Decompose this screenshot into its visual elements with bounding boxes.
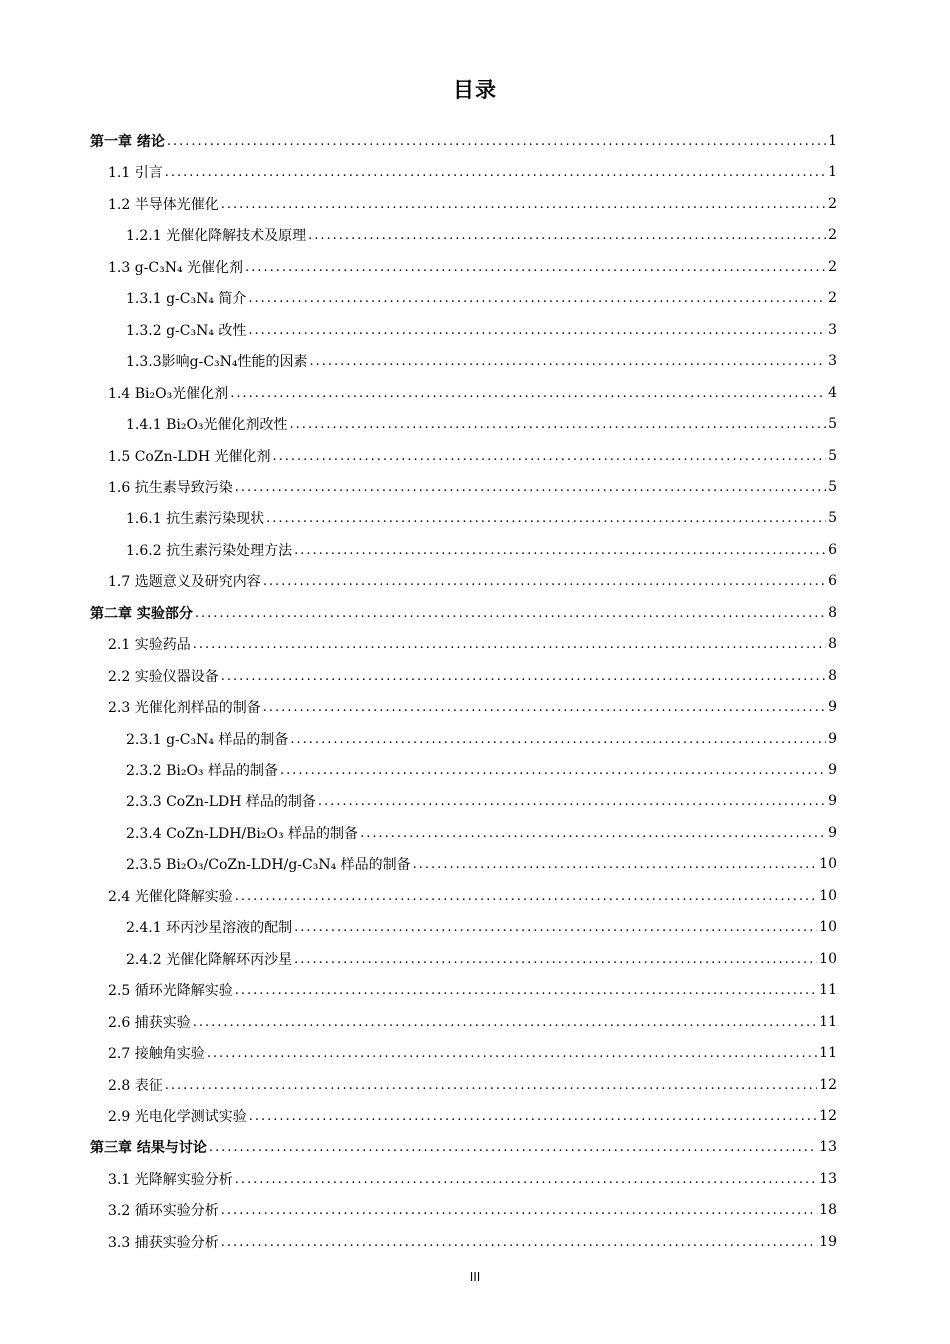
toc-dot-leader: [193, 1016, 817, 1030]
toc-entry-label: 2.8 表征: [108, 1077, 163, 1094]
toc-entry-label: 2.3.1 g-C₃N₄ 样品的制备: [126, 731, 289, 748]
toc-entry-label: 2.3.5 Bi₂O₃/CoZn-LDH/g-C₃N₄ 样品的制备: [126, 857, 411, 874]
toc-entry-label: 1.6.2 抗生素污染处理方法: [126, 542, 293, 559]
toc-entry[interactable]: [126, 220, 837, 250]
toc-entry-label: 2.3.3 CoZn-LDH 样品的制备: [126, 794, 316, 811]
toc-dot-leader: [294, 953, 817, 967]
toc-entry-label: 1.4.1 Bi₂O₃光催化剂改性: [126, 417, 288, 434]
toc-entry-page: 8: [828, 667, 837, 684]
toc-entry-label: 1.3.1 g-C₃N₄ 简介: [126, 291, 247, 308]
toc-entry-page: 2: [828, 258, 837, 275]
toc-dot-leader: [249, 1110, 817, 1124]
toc-entry-label: 2.9 光电化学测试实验: [108, 1108, 247, 1125]
toc-entry-label: 1.2.1 光催化降解技术及原理: [126, 228, 307, 245]
toc-dot-leader: [294, 921, 817, 935]
toc-dot-leader: [290, 418, 826, 432]
toc-entry[interactable]: [108, 1227, 837, 1257]
toc-entry-label: 1.7 选题意义及研究内容: [108, 574, 261, 591]
toc-entry[interactable]: [108, 378, 837, 408]
toc-entry-page: 11: [819, 1045, 837, 1062]
toc-entry-label: 2.4.2 光催化降解环丙沙星: [126, 951, 293, 968]
toc-dot-leader: [318, 795, 826, 809]
toc-entry[interactable]: [108, 252, 837, 282]
toc-entry[interactable]: [126, 283, 837, 313]
toc-entry-page: 12: [819, 1076, 837, 1093]
toc-entry[interactable]: [126, 944, 837, 974]
toc-dot-leader: [167, 135, 826, 149]
toc-entry-page: 10: [819, 887, 837, 904]
toc-entry-label: 2.3 光催化剂样品的制备: [108, 700, 261, 717]
toc-dot-leader: [263, 701, 826, 715]
toc-entry-label: 1.4 Bi₂O₃光催化剂: [108, 385, 229, 402]
toc-dot-leader: [195, 607, 826, 621]
toc-entry[interactable]: [108, 661, 837, 691]
toc-entry[interactable]: [126, 849, 837, 879]
toc-entry[interactable]: [126, 346, 837, 376]
toc-entry-label: 2.2 实验仪器设备: [108, 668, 219, 685]
toc-entry-page: 13: [819, 1139, 837, 1156]
toc-entry[interactable]: [126, 786, 837, 816]
toc-entry-label: 3.1 光降解实验分析: [108, 1171, 233, 1188]
toc-dot-leader: [221, 1236, 817, 1250]
toc-entry-label: 1.6.1 抗生素污染现状: [126, 511, 265, 528]
toc-entry-label: 1.3 g-C₃N₄ 光催化剂: [108, 259, 244, 276]
toc-entry[interactable]: [126, 535, 837, 565]
toc-entry-page: 5: [828, 478, 837, 495]
toc-dot-leader: [413, 858, 818, 872]
toc-entry[interactable]: [108, 441, 837, 471]
toc-chapter-entry[interactable]: [90, 598, 837, 628]
toc-entry-label: 2.3.4 CoZn-LDH/Bi₂O₃ 样品的制备: [126, 825, 359, 842]
toc-dot-leader: [310, 355, 826, 369]
toc-entry[interactable]: [126, 818, 837, 848]
toc-entry-page: 10: [819, 856, 837, 873]
toc-entry-label: 第一章 绪论: [90, 134, 165, 150]
toc-entry[interactable]: [126, 724, 837, 754]
toc-entry-label: 1.3.2 g-C₃N₄ 改性: [126, 322, 247, 339]
toc-entry-page: 8: [828, 636, 837, 653]
toc-entry-page: 10: [819, 919, 837, 936]
toc-entry-page: 5: [828, 447, 837, 464]
toc-dot-leader: [263, 575, 826, 589]
toc-entry[interactable]: [108, 1007, 837, 1037]
page-number: III: [469, 1270, 481, 1284]
toc-entry[interactable]: [108, 1038, 837, 1068]
toc-dot-leader: [245, 261, 826, 275]
toc-entry[interactable]: [126, 315, 837, 345]
toc-entry-page: 13: [819, 1170, 837, 1187]
toc-entry-page: 8: [828, 604, 837, 621]
toc-entry-page: 9: [828, 762, 837, 778]
toc-entry-page: 10: [819, 950, 837, 967]
toc-entry-page: 9: [828, 824, 837, 841]
toc-dot-leader: [290, 733, 826, 747]
toc-chapter-entry[interactable]: [90, 126, 837, 156]
toc-entry[interactable]: [108, 1070, 837, 1100]
toc-dot-leader: [207, 1047, 817, 1061]
toc-entry-label: 1.5 CoZn-LDH 光催化剂: [108, 448, 271, 465]
toc-entry-label: 1.6 抗生素导致污染: [108, 479, 233, 496]
toc-entry-label: 2.7 接触角实验: [108, 1046, 205, 1063]
toc-entry-page: 5: [828, 416, 837, 433]
toc-entry[interactable]: [108, 629, 837, 659]
toc-dot-leader: [209, 1141, 817, 1155]
toc-dot-leader: [280, 764, 826, 778]
toc-entry-label: 2.4.1 环丙沙星溶液的配制: [126, 920, 293, 937]
toc-entry[interactable]: [108, 692, 837, 722]
toc-dot-leader: [248, 324, 826, 338]
toc-entry-page: 1: [828, 164, 837, 181]
toc-dot-leader: [273, 450, 826, 464]
toc-entry-label: 1.2 半导体光催化: [108, 196, 219, 213]
toc-entry-label: 1.3.3影响g-C₃N₄性能的因素: [126, 354, 308, 371]
toc-dot-leader: [193, 638, 826, 652]
toc-entry-page: 18: [819, 1202, 837, 1219]
toc-entry[interactable]: [108, 157, 837, 187]
toc-entry[interactable]: [108, 881, 837, 911]
page-title: 目录: [453, 78, 497, 102]
toc-entry-page: 3: [828, 321, 837, 338]
toc-entry[interactable]: [108, 1164, 837, 1194]
toc-entry[interactable]: [126, 503, 837, 533]
toc-entry-label: 3.2 循环实验分析: [108, 1203, 219, 1220]
toc-dot-leader: [266, 512, 826, 526]
toc-entry-page: 6: [828, 573, 837, 590]
toc-dot-leader: [165, 166, 826, 180]
toc-entry-page: 11: [819, 1013, 837, 1030]
toc-entry-label: 1.1 引言: [108, 165, 163, 182]
toc-entry-page: 5: [828, 510, 837, 527]
toc-dot-leader: [221, 1204, 817, 1218]
toc-entry[interactable]: [108, 472, 837, 502]
toc-entry-page: 9: [828, 699, 837, 716]
toc-entry-label: 2.1 实验药品: [108, 637, 191, 654]
toc-entry-label: 2.5 循环光降解实验: [108, 983, 233, 1000]
toc-chapter-entry[interactable]: [90, 1132, 837, 1162]
toc-entry-page: 2: [828, 195, 837, 212]
toc-entry-page: 19: [819, 1233, 837, 1250]
toc-entry[interactable]: [126, 912, 837, 942]
toc-entry-label: 2.4 光催化降解实验: [108, 888, 233, 905]
toc-dot-leader: [235, 984, 817, 998]
toc-dot-leader: [221, 198, 826, 212]
toc-entry-page: 1: [828, 133, 837, 149]
toc-entry-page: 6: [828, 541, 837, 558]
toc-dot-leader: [294, 544, 826, 558]
toc-dot-leader: [235, 481, 826, 495]
toc-entry[interactable]: [108, 566, 837, 596]
toc-entry[interactable]: [126, 409, 837, 439]
toc-entry-label: 2.3.2 Bi₂O₃ 样品的制备: [126, 763, 278, 779]
toc-entry-page: 11: [819, 982, 837, 999]
toc-dot-leader: [308, 229, 826, 243]
toc-entry[interactable]: [108, 1101, 837, 1131]
toc-entry-page: 3: [828, 353, 837, 370]
toc-entry-label: 2.6 捕获实验: [108, 1014, 191, 1031]
toc-entry[interactable]: [108, 975, 837, 1005]
toc-dot-leader: [221, 670, 826, 684]
toc-dot-leader: [165, 1079, 817, 1093]
toc-entry-page: 12: [819, 1107, 837, 1124]
toc-entry[interactable]: [108, 189, 837, 219]
toc-dot-leader: [360, 827, 826, 841]
toc-entry-label: 3.3 捕获实验分析: [108, 1234, 219, 1251]
toc-entry-page: 4: [828, 384, 837, 401]
toc-dot-leader: [235, 1173, 817, 1187]
toc-entry-label: 第二章 实验部分: [90, 605, 193, 622]
toc-dot-leader: [235, 890, 817, 904]
toc-entry-page: 2: [828, 290, 837, 307]
toc-entry[interactable]: [108, 1195, 837, 1225]
toc-dot-leader: [230, 387, 826, 401]
toc-dot-leader: [248, 292, 826, 306]
toc-entry-page: 9: [828, 730, 837, 747]
toc-entry-label: 第三章 结果与讨论: [90, 1140, 207, 1157]
toc-entry-page: 2: [828, 227, 837, 244]
toc-entry[interactable]: [126, 755, 837, 785]
toc-entry-page: 9: [828, 793, 837, 810]
